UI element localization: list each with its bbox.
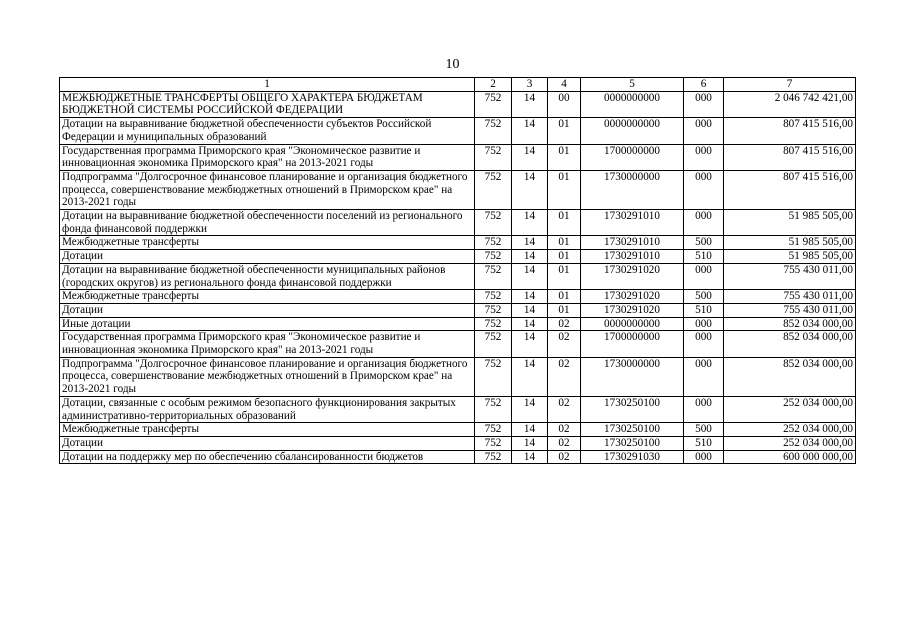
row-grbs: 752: [475, 210, 512, 236]
row-section: 14: [512, 250, 548, 264]
row-amount: 852 034 000,00: [724, 331, 856, 357]
row-target-article: 1730250100: [581, 396, 684, 422]
row-name: Дотации: [60, 303, 475, 317]
row-name: Государственная программа Приморского края "Экономическое развитие и инновационная экономика Приморского края" на 2013-2021 годы: [60, 144, 475, 170]
row-name: Дотации: [60, 436, 475, 450]
table-row: [60, 263, 856, 289]
row-subsection: 02: [548, 450, 581, 464]
row-expense-type: 000: [684, 210, 724, 236]
row-target-article: 1730000000: [581, 357, 684, 396]
table-row: [60, 290, 856, 304]
row-expense-type: 500: [684, 423, 724, 437]
row-amount: 807 415 516,00: [724, 144, 856, 170]
row-name: Иные дотации: [60, 317, 475, 331]
table-row: [60, 250, 856, 264]
row-section: 14: [512, 210, 548, 236]
table-row: [60, 144, 856, 170]
row-amount: 852 034 000,00: [724, 357, 856, 396]
row-expense-type: 500: [684, 236, 724, 250]
table-row: [60, 317, 856, 331]
row-amount: 755 430 011,00: [724, 290, 856, 304]
row-target-article: 1730291020: [581, 303, 684, 317]
row-amount: 755 430 011,00: [724, 263, 856, 289]
row-grbs: 752: [475, 331, 512, 357]
table-row: [60, 436, 856, 450]
row-section: 14: [512, 118, 548, 144]
row-grbs: 752: [475, 144, 512, 170]
table-row: [60, 210, 856, 236]
row-grbs: 752: [475, 450, 512, 464]
row-grbs: 752: [475, 236, 512, 250]
col-header: 1: [60, 78, 475, 92]
row-target-article: 1730291020: [581, 263, 684, 289]
row-section: 14: [512, 91, 548, 117]
row-amount: 807 415 516,00: [724, 170, 856, 209]
row-name: Государственная программа Приморского края "Экономическое развитие и инновационная экономика Приморского края" на 2013-2021 годы: [60, 331, 475, 357]
row-expense-type: 000: [684, 317, 724, 331]
row-amount: 252 034 000,00: [724, 396, 856, 422]
row-subsection: 01: [548, 290, 581, 304]
row-subsection: 01: [548, 170, 581, 209]
row-target-article: 1730291030: [581, 450, 684, 464]
table-row: [60, 450, 856, 464]
row-grbs: 752: [475, 303, 512, 317]
row-amount: 252 034 000,00: [724, 436, 856, 450]
row-section: 14: [512, 436, 548, 450]
row-amount: 51 985 505,00: [724, 250, 856, 264]
col-header: 4: [548, 78, 581, 92]
row-section: 14: [512, 303, 548, 317]
row-expense-type: 000: [684, 331, 724, 357]
row-expense-type: 000: [684, 357, 724, 396]
table-row: [60, 118, 856, 144]
col-header: 2: [475, 78, 512, 92]
row-name: Межбюджетные трансферты: [60, 423, 475, 437]
row-subsection: 01: [548, 210, 581, 236]
row-amount: 852 034 000,00: [724, 317, 856, 331]
table-row: [60, 423, 856, 437]
row-grbs: 752: [475, 357, 512, 396]
row-section: 14: [512, 263, 548, 289]
row-subsection: 00: [548, 91, 581, 117]
row-section: 14: [512, 317, 548, 331]
header-row: [60, 78, 856, 92]
row-target-article: 1730250100: [581, 423, 684, 437]
row-target-article: 0000000000: [581, 91, 684, 117]
row-expense-type: 000: [684, 170, 724, 209]
row-target-article: 1700000000: [581, 144, 684, 170]
row-name: Межбюджетные трансферты: [60, 290, 475, 304]
row-subsection: 02: [548, 357, 581, 396]
row-name: Дотации на выравнивание бюджетной обеспеченности поселений из регионального фонда финансовой поддержки: [60, 210, 475, 236]
row-section: 14: [512, 423, 548, 437]
table-row: [60, 170, 856, 209]
row-section: 14: [512, 144, 548, 170]
row-expense-type: 000: [684, 91, 724, 117]
row-amount: 51 985 505,00: [724, 236, 856, 250]
col-header: 6: [684, 78, 724, 92]
row-expense-type: 510: [684, 303, 724, 317]
row-expense-type: 500: [684, 290, 724, 304]
row-amount: 2 046 742 421,00: [724, 91, 856, 117]
row-section: 14: [512, 357, 548, 396]
row-subsection: 01: [548, 303, 581, 317]
row-subsection: 01: [548, 236, 581, 250]
row-target-article: 1730291020: [581, 290, 684, 304]
row-expense-type: 000: [684, 396, 724, 422]
row-amount: 252 034 000,00: [724, 423, 856, 437]
table-row: [60, 396, 856, 422]
row-section: 14: [512, 396, 548, 422]
table-row: [60, 236, 856, 250]
row-target-article: 0000000000: [581, 118, 684, 144]
row-name: Дотации на выравнивание бюджетной обеспеченности субъектов Российской Федерации и муниципальных образований: [60, 118, 475, 144]
row-grbs: 752: [475, 290, 512, 304]
row-amount: 600 000 000,00: [724, 450, 856, 464]
row-grbs: 752: [475, 250, 512, 264]
row-name: Дотации на выравнивание бюджетной обеспеченности муниципальных районов (городских округов) из регионального фонда финансовой поддержки: [60, 263, 475, 289]
budget-table: [59, 77, 856, 464]
col-header: 7: [724, 78, 856, 92]
col-header: 3: [512, 78, 548, 92]
row-target-article: 1730000000: [581, 170, 684, 209]
row-subsection: 02: [548, 423, 581, 437]
row-amount: 807 415 516,00: [724, 118, 856, 144]
row-expense-type: 000: [684, 118, 724, 144]
row-expense-type: 000: [684, 144, 724, 170]
row-grbs: 752: [475, 317, 512, 331]
row-grbs: 752: [475, 170, 512, 209]
row-grbs: 752: [475, 91, 512, 117]
row-name: Дотации, связанные с особым режимом безопасного функционирования закрытых административно-территориальных образований: [60, 396, 475, 422]
row-target-article: 1730250100: [581, 436, 684, 450]
row-name: МЕЖБЮДЖЕТНЫЕ ТРАНСФЕРТЫ ОБЩЕГО ХАРАКТЕРА БЮДЖЕТАМ БЮДЖЕТНОЙ СИСТЕМЫ РОССИЙСКОЙ ФЕДЕРАЦИИ: [60, 91, 475, 117]
row-expense-type: 510: [684, 436, 724, 450]
row-section: 14: [512, 290, 548, 304]
row-subsection: 02: [548, 436, 581, 450]
row-subsection: 01: [548, 263, 581, 289]
row-target-article: 1730291010: [581, 250, 684, 264]
row-name: Дотации: [60, 250, 475, 264]
row-target-article: 1700000000: [581, 331, 684, 357]
row-target-article: 0000000000: [581, 317, 684, 331]
row-target-article: 1730291010: [581, 236, 684, 250]
page-number: 10: [445, 57, 460, 72]
table-row: [60, 91, 856, 117]
row-expense-type: 510: [684, 250, 724, 264]
row-amount: 755 430 011,00: [724, 303, 856, 317]
row-expense-type: 000: [684, 263, 724, 289]
row-grbs: 752: [475, 118, 512, 144]
row-grbs: 752: [475, 263, 512, 289]
row-subsection: 02: [548, 396, 581, 422]
row-name: Дотации на поддержку мер по обеспечению сбалансированности бюджетов: [60, 450, 475, 464]
row-grbs: 752: [475, 396, 512, 422]
row-subsection: 01: [548, 144, 581, 170]
row-subsection: 01: [548, 118, 581, 144]
row-name: Подпрограмма "Долгосрочное финансовое планирование и организация бюджетного процесса, совершенствование межбюджетных отношений в Приморском крае" на 2013-2021 годы: [60, 170, 475, 209]
row-target-article: 1730291010: [581, 210, 684, 236]
row-name: Подпрограмма "Долгосрочное финансовое планирование и организация бюджетного процесса, совершенствование межбюджетных отношений в Приморском крае" на 2013-2021 годы: [60, 357, 475, 396]
row-section: 14: [512, 450, 548, 464]
row-amount: 51 985 505,00: [724, 210, 856, 236]
col-header: 5: [581, 78, 684, 92]
row-subsection: 02: [548, 331, 581, 357]
row-grbs: 752: [475, 423, 512, 437]
row-section: 14: [512, 331, 548, 357]
row-subsection: 02: [548, 317, 581, 331]
row-section: 14: [512, 236, 548, 250]
table-row: [60, 303, 856, 317]
row-expense-type: 000: [684, 450, 724, 464]
table-row: [60, 331, 856, 357]
row-subsection: 01: [548, 250, 581, 264]
row-section: 14: [512, 170, 548, 209]
table-row: [60, 357, 856, 396]
row-name: Межбюджетные трансферты: [60, 236, 475, 250]
row-grbs: 752: [475, 436, 512, 450]
